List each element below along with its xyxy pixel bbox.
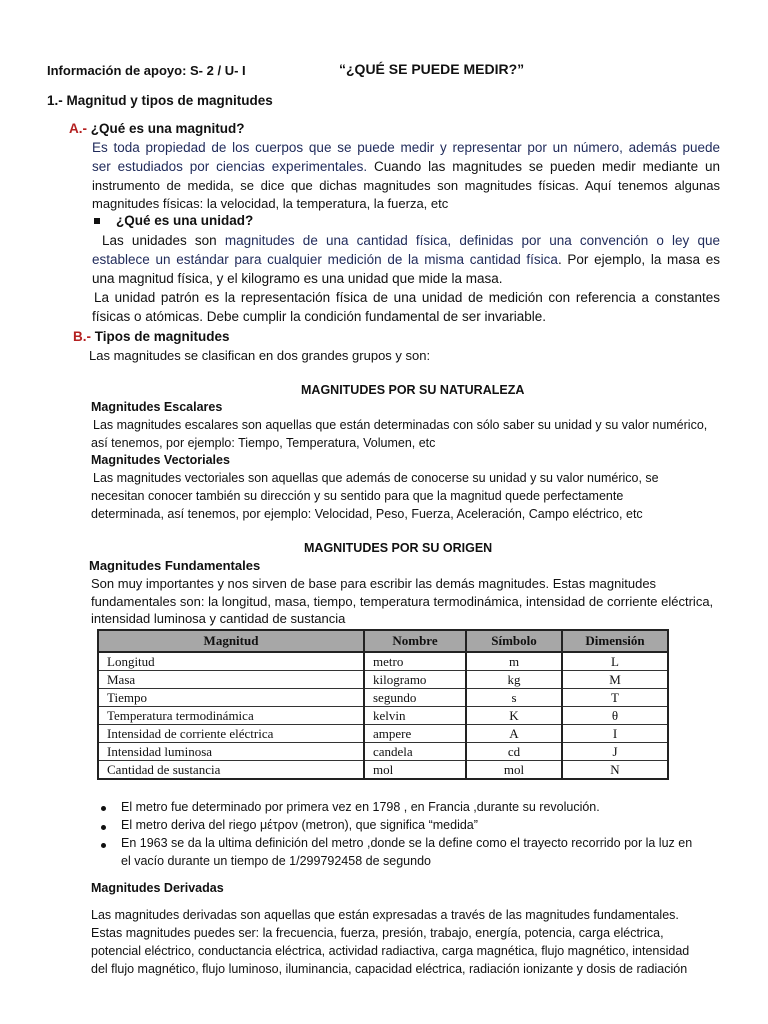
para-u-line-2-rest: . Por ejemplo, la masa es	[557, 252, 720, 267]
para-u-line-1	[102, 233, 720, 248]
para-p-line-2: físicas o atómicas. Debe cumplir la condición fundamental de ser invariable.	[92, 309, 546, 324]
table-row	[98, 671, 668, 689]
cell-magnitud: Cantidad de sustancia	[98, 761, 364, 780]
cell-nombre: segundo	[364, 689, 466, 707]
subsection-a-heading	[69, 121, 245, 136]
cell-simbolo: K	[466, 707, 562, 725]
cell-dimension: N	[562, 761, 668, 780]
escalares-line-1: Las magnitudes escalares son aquellas que están determinadas con sólo saber su unidad y su valor numérico,	[93, 418, 708, 432]
unit-question-heading: ¿Qué es una unidad?	[116, 213, 254, 228]
cell-simbolo: cd	[466, 743, 562, 761]
table-header-dimension: Dimensión	[562, 630, 668, 652]
table-row	[98, 689, 668, 707]
page-title: “¿QUÉ SE PUEDE MEDIR?”	[339, 61, 525, 77]
derivadas-line-1: Las magnitudes derivadas son aquellas que están expresadas a través de las magnitudes fundamentales.	[91, 908, 679, 922]
bullet-icon	[101, 843, 106, 848]
cell-nombre: candela	[364, 743, 466, 761]
cell-magnitud: Longitud	[98, 652, 364, 671]
table-header-simbolo: Símbolo	[466, 630, 562, 652]
derivadas-line-4: del flujo magnético, flujo luminoso, iluminancia, capacidad eléctrica, radiación ionizante y dosis de radiación	[91, 962, 688, 976]
bullet-item-1: El metro fue determinado por primera vez en 1798 , en Francia ,durante su revolución.	[121, 800, 600, 814]
bullet-item-3: En 1963 se da la ultima definición del metro ,donde se la define como el trayecto recorrido por la luz en	[121, 836, 693, 850]
origen-title: MAGNITUDES POR SU ORIGEN	[304, 541, 493, 555]
table-header-magnitud: Magnitud	[98, 630, 364, 652]
cell-magnitud: Intensidad luminosa	[98, 743, 364, 761]
support-info-label: Información de apoyo: S- 2 / U- I	[47, 63, 246, 78]
square-bullet-icon	[94, 218, 100, 224]
table-header-nombre: Nombre	[364, 630, 466, 652]
subsection-b-text: Tipos de magnitudes	[91, 329, 230, 344]
cell-magnitud: Tiempo	[98, 689, 364, 707]
cell-magnitud: Intensidad de corriente eléctrica	[98, 725, 364, 743]
vectoriales-line-2: necesitan conocer también su dirección y su sentido para que la magnitud quede perfectamente	[91, 489, 624, 503]
fundamentales-title: Magnitudes Fundamentales	[89, 558, 261, 573]
para-u-line-2-blue: establece un estándar para cualquier medición de la misma cantidad física	[92, 252, 558, 267]
derivadas-line-2: Estas magnitudes puedes ser: la frecuencia, fuerza, presión, trabajo, energía, potencia, carga eléctrica,	[91, 926, 664, 940]
para-p-line-1: La unidad patrón es la representación física de una unidad de medición con referencia a constantes	[94, 290, 720, 305]
subsection-a-prefix: A.-	[69, 121, 87, 136]
table-row	[98, 743, 668, 761]
table-row	[98, 652, 668, 671]
vectoriales-line-3: determinada, así tenemos, por ejemplo: Velocidad, Peso, Fuerza, Aceleración, Campo eléctrico, etc	[91, 507, 643, 521]
para-a-line-2	[92, 159, 720, 174]
para-u-line-3: una magnitud física, y el kilogramo es una unidad que mide la masa.	[92, 271, 503, 286]
para-a-line-4: magnitudes físicas: la velocidad, la temperatura, la fuerza, etc	[92, 196, 449, 211]
naturaleza-title: MAGNITUDES POR SU NATURALEZA	[301, 383, 525, 397]
cell-nombre: kilogramo	[364, 671, 466, 689]
vectoriales-line-1: Las magnitudes vectoriales son aquellas que además de conocerse su unidad y su valor numérico, se	[93, 471, 659, 485]
fundamentales-line-3: intensidad luminosa y cantidad de sustancia	[91, 611, 346, 626]
para-u-line-2	[92, 252, 720, 267]
cell-magnitud: Temperatura termodinámica	[98, 707, 364, 725]
bullet-icon	[101, 806, 106, 811]
subsection-b-heading	[73, 329, 230, 344]
cell-nombre: mol	[364, 761, 466, 780]
cell-dimension: T	[562, 689, 668, 707]
table-header-row	[98, 630, 668, 652]
para-u-line-1-start: Las unidades son	[102, 233, 225, 248]
derivadas-title: Magnitudes Derivadas	[91, 881, 224, 895]
vectoriales-title: Magnitudes Vectoriales	[91, 453, 230, 467]
bullet-item-3-cont: el vacío durante un tiempo de 1/299792458 de segundo	[121, 854, 431, 868]
escalares-line-2: así tenemos, por ejemplo: Tiempo, Temperatura, Volumen, etc	[91, 436, 436, 450]
cell-nombre: ampere	[364, 725, 466, 743]
section-heading: 1.- Magnitud y tipos de magnitudes	[47, 93, 273, 108]
para-b: Las magnitudes se clasifican en dos grandes grupos y son:	[89, 348, 431, 363]
bullet-item-2: El metro deriva del riego μέτρον (metron), que significa “medida”	[121, 818, 478, 832]
para-a-line-3: instrumento de medida, se dice que dichas magnitudes son magnitudes físicas. Aquí tenemos algunas	[92, 178, 720, 193]
cell-dimension: θ	[562, 707, 668, 725]
cell-simbolo: mol	[466, 761, 562, 780]
table-row	[98, 725, 668, 743]
para-u-line-1-blue: magnitudes de una cantidad física, definidas por una convención o ley que	[224, 233, 720, 248]
cell-nombre: metro	[364, 652, 466, 671]
derivadas-line-3: potencial eléctrico, conductancia eléctrica, actividad radiactiva, carga magnética, flujo magnético, intensidad	[91, 944, 690, 958]
bullet-icon	[101, 825, 106, 830]
fundamentales-line-2: fundamentales son: la longitud, masa, tiempo, temperatura termodinámica, intensidad de corriente eléctrica,	[91, 594, 714, 609]
subsection-a-text: ¿Qué es una magnitud?	[87, 121, 245, 136]
escalares-title: Magnitudes Escalares	[91, 400, 223, 414]
cell-dimension: M	[562, 671, 668, 689]
fundamentales-line-1: Son muy importantes y nos sirven de base para escribir las demás magnitudes. Estas magnitudes	[91, 576, 657, 591]
para-a-line-1: Es toda propiedad de los cuerpos que se puede medir y representar por un número, además puede	[92, 140, 720, 155]
cell-dimension: J	[562, 743, 668, 761]
cell-dimension: I	[562, 725, 668, 743]
cell-nombre: kelvin	[364, 707, 466, 725]
table-row	[98, 761, 668, 780]
subsection-b-prefix: B.-	[73, 329, 91, 344]
cell-simbolo: s	[466, 689, 562, 707]
magnitudes-table	[97, 629, 669, 780]
cell-simbolo: kg	[466, 671, 562, 689]
cell-magnitud: Masa	[98, 671, 364, 689]
para-a-line-2-blue: ser estudiados por ciencias experimentales.	[92, 159, 368, 174]
cell-simbolo: m	[466, 652, 562, 671]
para-a-line-2-rest: Cuando las magnitudes se pueden medir mediante un	[367, 159, 720, 174]
table-row	[98, 707, 668, 725]
cell-dimension: L	[562, 652, 668, 671]
cell-simbolo: A	[466, 725, 562, 743]
